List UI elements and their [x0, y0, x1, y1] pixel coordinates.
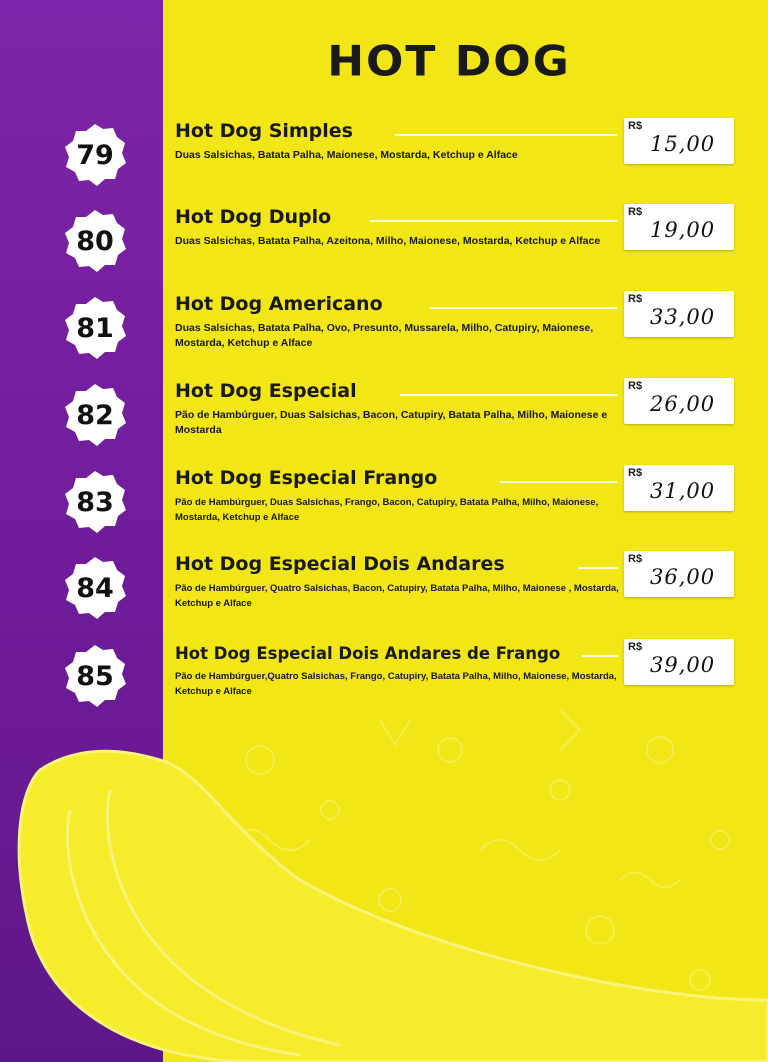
price-tag — [624, 551, 734, 597]
hot-dog-illustration — [0, 700, 768, 1062]
item-number: 84 — [76, 572, 114, 604]
menu-item — [0, 380, 768, 460]
price-tag — [624, 465, 734, 511]
item-name: Hot Dog Simples — [175, 120, 353, 142]
item-description: Pão de Hambúrguer, Quatro Salsichas, Bacon, Catupiry, Batata Palha, Milho, Maionese , Mostarda, Ketchup e Alface — [175, 583, 619, 609]
price-tag — [624, 204, 734, 250]
menu-title: HOT DOG — [327, 37, 571, 86]
item-number-badge — [62, 295, 128, 361]
item-number: 83 — [76, 486, 114, 518]
price-tag — [624, 291, 734, 337]
currency-label: R$ — [628, 641, 643, 653]
menu-item — [0, 120, 768, 200]
price-tag — [624, 118, 734, 164]
menu-item — [0, 206, 768, 286]
leader-line — [430, 307, 617, 309]
item-number-badge — [62, 208, 128, 274]
item-description: Duas Salsichas, Batata Palha, Ovo, Presunto, Mussarela, Milho, Catupiry, Maionese, Mostarda, Ketchup e Alface — [175, 322, 594, 349]
price-tag — [624, 378, 734, 424]
item-description: Pão de Hambúrguer,Quatro Salsichas, Frango, Catupiry, Batata Palha, Milho, Maionese, Mostarda, Ketchup e Alface — [175, 671, 617, 697]
item-number: 82 — [76, 399, 114, 431]
menu-item — [0, 553, 768, 633]
leader-line — [400, 394, 617, 396]
item-number-badge — [62, 382, 128, 448]
leader-line — [395, 134, 617, 136]
item-number: 79 — [76, 139, 114, 171]
item-name: Hot Dog Americano — [175, 293, 383, 315]
item-name: Hot Dog Especial Dois Andares de Frango — [175, 644, 561, 663]
price-value: 39,00 — [650, 653, 716, 677]
currency-label: R$ — [628, 380, 643, 392]
price-value: 36,00 — [650, 565, 716, 589]
currency-label: R$ — [628, 120, 643, 132]
item-number-badge — [62, 469, 128, 535]
leader-line — [500, 481, 617, 483]
item-number-badge — [62, 555, 128, 621]
item-number-badge — [62, 643, 128, 709]
leader-line — [578, 567, 618, 569]
currency-label: R$ — [628, 467, 643, 479]
item-name: Hot Dog Especial Frango — [175, 467, 438, 489]
item-name: Hot Dog Duplo — [175, 206, 332, 228]
leader-line — [370, 220, 617, 222]
item-number: 80 — [76, 225, 114, 257]
price-tag — [624, 639, 734, 685]
item-name: Hot Dog Especial Dois Andares — [175, 553, 505, 575]
price-value: 19,00 — [650, 218, 716, 242]
item-name: Hot Dog Especial — [175, 380, 357, 402]
currency-label: R$ — [628, 206, 643, 218]
item-description: Duas Salsichas, Batata Palha, Azeitona, Milho, Maionese, Mostarda, Ketchup e Alface — [175, 235, 601, 247]
item-description: Pão de Hambúrguer, Duas Salsichas, Frango, Bacon, Catupiry, Batata Palha, Milho, Maionese, Mostarda, Ketchup e Alface — [175, 497, 599, 523]
menu-item — [0, 293, 768, 373]
currency-label: R$ — [628, 293, 643, 305]
item-number: 85 — [76, 660, 114, 692]
currency-label: R$ — [628, 553, 643, 565]
price-value: 26,00 — [650, 392, 716, 416]
price-value: 15,00 — [650, 132, 716, 156]
item-number-badge — [62, 122, 128, 188]
menu-item — [0, 467, 768, 547]
item-number: 81 — [76, 312, 114, 344]
leader-line — [582, 655, 618, 657]
price-value: 33,00 — [650, 305, 716, 329]
item-description: Pão de Hambúrguer, Duas Salsichas, Bacon, Catupiry, Batata Palha, Milho, Maionese e Mostarda — [175, 409, 608, 436]
price-value: 31,00 — [650, 479, 716, 503]
menu-item — [0, 641, 768, 721]
item-description: Duas Salsichas, Batata Palha, Maionese, Mostarda, Ketchup e Alface — [175, 149, 518, 161]
